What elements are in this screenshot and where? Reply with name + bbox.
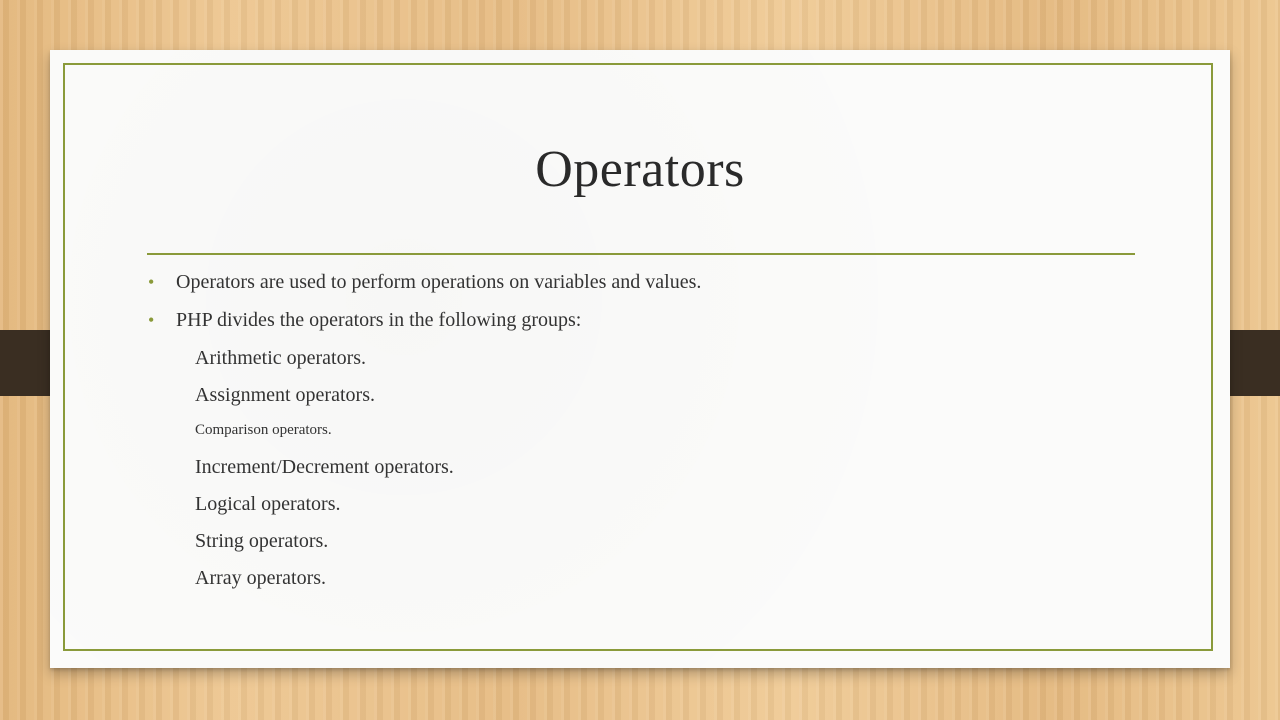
sub-item-array: Array operators. [195, 567, 327, 589]
bullet-item [148, 308, 1108, 332]
sub-item-logical: Logical operators. [195, 493, 341, 515]
sub-item-string: String operators. [195, 530, 329, 552]
sub-item-assignment: Assignment operators. [195, 384, 375, 406]
slide-content [148, 270, 1108, 603]
slide-paper [50, 50, 1230, 668]
sub-item-increment-decrement: Increment/Decrement operators. [195, 456, 454, 478]
sub-item-comparison: Comparison operators. [195, 422, 332, 438]
bullet-icon: • [148, 272, 155, 292]
bullet-icon: • [148, 310, 155, 330]
bullet-item [148, 270, 1108, 294]
slide-title: Operators [535, 141, 745, 198]
sub-item-arithmetic: Arithmetic operators. [195, 347, 367, 369]
bullet-text: PHP divides the operators in the following groups: [176, 309, 582, 331]
title-divider [147, 253, 1135, 255]
bullet-text: Operators are used to perform operations on variables and values. [176, 271, 702, 293]
